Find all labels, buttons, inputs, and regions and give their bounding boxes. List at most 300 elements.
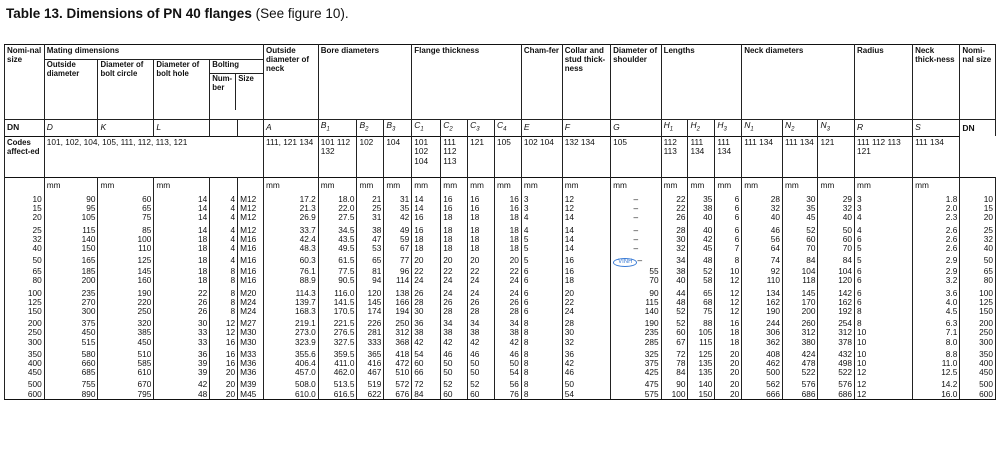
table-cell: 8 (210, 267, 238, 276)
symbol-cell: $H_2$ (688, 120, 715, 137)
table-row (5, 328, 996, 337)
table-cell: 60 (661, 328, 688, 337)
table-cell: 20 (960, 213, 996, 222)
table-cell: 375 (611, 359, 662, 368)
table-cell: 4 (210, 204, 238, 213)
table-cell: 28 (562, 316, 610, 328)
codes-mating: 101, 102, 104, 105, 111, 112, 113, 121 (44, 136, 263, 177)
table-cell: 48 (661, 298, 688, 307)
table-cell: 450 (960, 368, 996, 377)
table-cell: 64 (742, 244, 783, 253)
table-cell: M16 (238, 244, 264, 253)
table-cell: 8 (521, 368, 562, 377)
table-row (5, 368, 996, 377)
unit-cell: mm (318, 177, 357, 192)
table-row (5, 316, 996, 328)
table-cell: 8.0 (913, 338, 960, 347)
table-cell: 18 (495, 223, 522, 235)
table-title (6, 6, 349, 21)
symbol-cell: DN (960, 120, 996, 137)
table-row (5, 359, 996, 368)
table-cell: 250 (384, 316, 412, 328)
table-cell: 58 (688, 276, 715, 285)
table-cell: 21.3 (263, 204, 318, 213)
table-cell: 33 (154, 338, 210, 347)
table-cell: 500 (742, 368, 783, 377)
table-cell: 32 (661, 244, 688, 253)
table-row (5, 204, 996, 213)
table-cell: 66 (412, 368, 441, 377)
table-cell: 475 (611, 377, 662, 389)
table-cell: M12 (238, 192, 264, 204)
table-cell: 7.1 (913, 328, 960, 337)
table-cell: 281 (357, 328, 384, 337)
header-nominal-size-right: Nomi-nal size (960, 45, 996, 120)
table-cell: 38 (357, 223, 384, 235)
table-cell: 15 (960, 204, 996, 213)
table-cell: 33 (154, 328, 210, 337)
table-cell: 40 (661, 276, 688, 285)
unit-cell: mm (468, 177, 495, 192)
table-cell: 2.6 (913, 235, 960, 244)
table-cell: 5 (855, 244, 913, 253)
table-cell: 260 (783, 316, 818, 328)
table-row (5, 377, 996, 389)
table-cell: 65 (357, 253, 384, 267)
table-cell: 18 (441, 223, 468, 235)
table-cell: – (611, 192, 662, 204)
table-cell: 96 (384, 267, 412, 276)
table-cell: 60 (441, 390, 468, 400)
table-cell: 10 (715, 267, 742, 276)
table-cell: 11.0 (913, 359, 960, 368)
table-cell: 30 (412, 307, 441, 316)
codes-cell: 101 112 132 (318, 136, 357, 177)
unit-cell (238, 177, 264, 192)
table-cell: 138 (384, 286, 412, 298)
table-cell: 26 (441, 298, 468, 307)
table-cell: 285 (611, 338, 662, 347)
table-cell: 755 (44, 377, 98, 389)
table-cell: 375 (44, 316, 98, 328)
table-cell: 185 (44, 267, 98, 276)
table-cell: 120 (357, 286, 384, 298)
table-cell: 312 (384, 328, 412, 337)
table-cell: 120 (818, 276, 855, 285)
table-cell: 21 (357, 192, 384, 204)
table-cell: 53 (357, 244, 384, 253)
header-row-top (5, 45, 996, 60)
table-cell: 70 (818, 244, 855, 253)
table-cell: 52 (688, 267, 715, 276)
table-cell: 16 (412, 223, 441, 235)
table-cell: 40 (688, 213, 715, 222)
table-cell: 38 (688, 204, 715, 213)
unit-cell: mm (661, 177, 688, 192)
header-bolt-hole: Diameter of bolt hole (154, 60, 210, 120)
symbol-cell: R (855, 120, 913, 137)
table-cell: 60 (98, 192, 154, 204)
table-cell: M16 (238, 276, 264, 285)
table-cell: 22 (154, 286, 210, 298)
table-cell: 85 (98, 223, 154, 235)
stamp-mark: VINH (613, 258, 637, 267)
table-cell: 686 (818, 390, 855, 400)
table-row (5, 338, 996, 347)
table-cell: 457.0 (263, 368, 318, 377)
table-cell: 22 (661, 204, 688, 213)
table-cell: 70 (611, 276, 662, 285)
table-cell: 450 (5, 368, 45, 377)
table-cell: 18 (441, 235, 468, 244)
table-cell: 20 (715, 368, 742, 377)
table-cell: 20 (495, 253, 522, 267)
table-cell: 20 (468, 253, 495, 267)
table-cell: 226 (357, 316, 384, 328)
codes-cell: 111 134 (913, 136, 960, 177)
table-cell: 28 (661, 223, 688, 235)
table-cell: 76 (495, 390, 522, 400)
table-cell: 8 (521, 347, 562, 359)
symbol-cell: $N_1$ (742, 120, 783, 137)
table-cell: 115 (688, 338, 715, 347)
table-cell: 4 (210, 192, 238, 204)
table-cell (611, 253, 662, 267)
table-cell: 50 (441, 368, 468, 377)
table-cell: 46 (495, 347, 522, 359)
table-cell: 244 (742, 316, 783, 328)
table-cell: 200 (783, 307, 818, 316)
table-cell: 425 (611, 368, 662, 377)
table-cell: 80 (960, 276, 996, 285)
codes-cell: 111 112 113 (441, 136, 468, 177)
table-cell: 411.0 (318, 359, 357, 368)
table-cell: 140 (44, 235, 98, 244)
table-cell: 190 (742, 307, 783, 316)
table-title-note: (See figure 10). (255, 6, 349, 21)
unit-cell: mm (154, 177, 210, 192)
table-cell: 8 (855, 307, 913, 316)
table-cell: 46 (742, 223, 783, 235)
table-cell: 32 (742, 204, 783, 213)
symbol-cell: $N_2$ (783, 120, 818, 137)
table-cell: 220 (98, 298, 154, 307)
table-row (5, 390, 996, 400)
table-cell: 562 (742, 377, 783, 389)
table-row (5, 235, 996, 244)
table-cell: 35 (384, 204, 412, 213)
table-cell: 585 (98, 359, 154, 368)
table-cell: 18 (468, 213, 495, 222)
table-cell: 70 (783, 244, 818, 253)
table-cell: 56 (742, 235, 783, 244)
table-cell: 75 (688, 307, 715, 316)
table-cell: 60.3 (263, 253, 318, 267)
symbol-cell: $C_4$ (495, 120, 522, 137)
table-cell: 10 (855, 347, 913, 359)
symbol-cell: $B_1$ (318, 120, 357, 137)
table-cell: 34.5 (318, 223, 357, 235)
table-cell: 400 (5, 359, 45, 368)
table-cell: 6 (715, 235, 742, 244)
table-cell: 1.8 (913, 192, 960, 204)
table-cell: 162 (742, 298, 783, 307)
unit-cell: mm (562, 177, 610, 192)
table-cell: 24 (562, 307, 610, 316)
table-cell: 406.4 (263, 359, 318, 368)
table-cell: 378 (818, 338, 855, 347)
table-row (5, 213, 996, 222)
unit-cell: mm (913, 177, 960, 192)
table-cell: 75 (98, 213, 154, 222)
table-cell: 2.3 (913, 213, 960, 222)
table-cell: 35 (688, 192, 715, 204)
table-cell: 18 (154, 244, 210, 253)
table-cell: 50 (562, 377, 610, 389)
header-neck-thickness: Neck thick-ness (913, 45, 960, 120)
table-cell: 3 (521, 204, 562, 213)
table-cell: – (611, 223, 662, 235)
codes-cell: 101 102 104 (412, 136, 441, 177)
table-cell: 116.0 (318, 286, 357, 298)
table-cell: 18 (412, 244, 441, 253)
table-cell: 18 (154, 235, 210, 244)
table-cell: M12 (238, 213, 264, 222)
table-cell: 50 (5, 253, 45, 267)
table-cell: 610.0 (263, 390, 318, 400)
table-cell: M24 (238, 307, 264, 316)
table-cell: 10 (855, 338, 913, 347)
table-cell: M24 (238, 298, 264, 307)
table-cell: 14 (562, 213, 610, 222)
table-cell: 8 (521, 390, 562, 400)
codes-cell: 111 112 113 121 (855, 136, 913, 177)
table-cell: 50 (468, 368, 495, 377)
header-bolting-group (210, 60, 264, 120)
table-cell: M36 (238, 368, 264, 377)
unit-cell: mm (384, 177, 412, 192)
table-cell: 4.0 (913, 298, 960, 307)
unit-cell: mm (818, 177, 855, 192)
table-cell: 84 (661, 368, 688, 377)
table-cell: 110 (742, 276, 783, 285)
table-cell: 48.3 (263, 244, 318, 253)
table-cell: 350 (960, 347, 996, 359)
table-cell: 46 (562, 368, 610, 377)
table-cell: 24 (441, 276, 468, 285)
table-cell: 141.5 (318, 298, 357, 307)
table-cell: 26 (412, 286, 441, 298)
table-cell: 38 (441, 328, 468, 337)
table-cell: 522 (783, 368, 818, 377)
symbol-cell: $B_2$ (357, 120, 384, 137)
table-cell: 46 (468, 347, 495, 359)
table-cell: 145 (98, 267, 154, 276)
table-cell: 472 (384, 359, 412, 368)
table-cell: 140 (611, 307, 662, 316)
table-cell: 2.0 (913, 204, 960, 213)
table-cell: 8 (521, 359, 562, 368)
symbol-cell (210, 120, 238, 137)
unit-cell (210, 177, 238, 192)
table-cell: 160 (98, 276, 154, 285)
table-cell: 80 (5, 276, 45, 285)
table-cell: 125 (98, 253, 154, 267)
table-cell: 36 (412, 316, 441, 328)
table-cell: 686 (783, 390, 818, 400)
header-size: Size (238, 74, 254, 83)
table-cell: 219.1 (263, 316, 318, 328)
table-cell: 115 (611, 298, 662, 307)
unit-cell: mm (44, 177, 98, 192)
table-cell: 18 (154, 267, 210, 276)
symbol-cell (238, 120, 264, 137)
table-cell: 94 (357, 276, 384, 285)
table-cell: 170.5 (318, 307, 357, 316)
table-cell: 22 (562, 298, 610, 307)
table-cell: 16 (562, 253, 610, 267)
table-cell: 323.9 (263, 338, 318, 347)
table-cell: 350 (5, 347, 45, 359)
table-cell: 18 (715, 328, 742, 337)
table-cell: 300 (44, 307, 98, 316)
table-cell: 600 (5, 390, 45, 400)
symbol-row (5, 120, 996, 137)
table-cell: 32 (562, 338, 610, 347)
table-cell: 6 (521, 307, 562, 316)
table-cell: 29 (818, 192, 855, 204)
table-cell: 22.0 (318, 204, 357, 213)
table-cell: 38 (468, 328, 495, 337)
unit-cell: mm (855, 177, 913, 192)
table-cell: 72 (661, 347, 688, 359)
table-cell: 20 (715, 377, 742, 389)
table-cell: 67 (661, 338, 688, 347)
table-cell: 8 (521, 328, 562, 337)
table-cell: 38 (412, 328, 441, 337)
table-cell: 60 (783, 235, 818, 244)
table-cell: 16 (495, 192, 522, 204)
table-cell: 43.5 (318, 235, 357, 244)
table-cell: 575 (611, 390, 662, 400)
table-cell: 25 (5, 223, 45, 235)
table-cell: 17.2 (263, 192, 318, 204)
table-cell: 380 (783, 338, 818, 347)
table-cell: 125 (960, 298, 996, 307)
table-cell: 52 (441, 377, 468, 389)
table-cell: 134 (742, 286, 783, 298)
codes-cell: 111 134 (783, 136, 818, 177)
table-cell: 325 (611, 347, 662, 359)
unit-cell (960, 177, 996, 192)
table-cell: 14 (154, 223, 210, 235)
flange-dimensions-table (4, 44, 996, 400)
symbol-cell: K (98, 120, 154, 137)
table-cell: 50 (495, 359, 522, 368)
table-cell: 55 (611, 267, 662, 276)
table-cell: 12 (715, 307, 742, 316)
table-cell: 150 (688, 390, 715, 400)
table-cell: 14.2 (913, 377, 960, 389)
unit-cell: mm (495, 177, 522, 192)
table-cell: 190 (611, 316, 662, 328)
table-cell: 12 (715, 276, 742, 285)
symbol-cell: $C_3$ (468, 120, 495, 137)
table-cell: 33.7 (263, 223, 318, 235)
table-cell: 48 (688, 253, 715, 267)
table-cell: M12 (238, 204, 264, 213)
table-cell: 12 (210, 316, 238, 328)
table-cell: 365 (357, 347, 384, 359)
codes-cell: 111 134 (715, 136, 742, 177)
table-cell: 12 (855, 377, 913, 389)
table-cell: 59 (384, 235, 412, 244)
table-cell: 95 (44, 204, 98, 213)
table-cell: 32 (818, 204, 855, 213)
table-cell: 10 (5, 192, 45, 204)
table-cell: 576 (818, 377, 855, 389)
table-cell: 14 (562, 223, 610, 235)
table-cell: 10 (960, 192, 996, 204)
table-cell: M20 (238, 286, 264, 298)
table-cell: 192 (818, 307, 855, 316)
table-cell: 90 (661, 377, 688, 389)
table-row (5, 298, 996, 307)
table-cell: 60 (468, 390, 495, 400)
table-cell: 5 (521, 244, 562, 253)
table-cell: 3 (855, 204, 913, 213)
table-cell: 34 (468, 316, 495, 328)
table-cell: 16 (210, 359, 238, 368)
table-cell: 610 (98, 368, 154, 377)
table-cell: 7 (715, 244, 742, 253)
table-cell: 676 (384, 390, 412, 400)
table-cell: 670 (98, 377, 154, 389)
table-cell: 300 (960, 338, 996, 347)
table-cell: 600 (960, 390, 996, 400)
table-cell: 16 (441, 204, 468, 213)
symbol-cell: D (44, 120, 98, 137)
table-cell: 300 (5, 338, 45, 347)
table-cell: 500 (5, 377, 45, 389)
table-cell: 34 (495, 316, 522, 328)
table-cell: 478 (783, 359, 818, 368)
codes-row (5, 136, 996, 177)
symbol-cell: L (154, 120, 210, 137)
table-cell: 42 (154, 377, 210, 389)
table-cell: M16 (238, 253, 264, 267)
table-cell: 77 (384, 253, 412, 267)
table-cell: 174 (357, 307, 384, 316)
table-cell: 12 (562, 204, 610, 213)
table-cell: 18.0 (318, 192, 357, 204)
table-row (5, 244, 996, 253)
table-cell: 40 (5, 244, 45, 253)
table-cell: 616.5 (318, 390, 357, 400)
table-cell: 8 (521, 338, 562, 347)
table-cell: 28 (441, 307, 468, 316)
table-cell: 510 (384, 368, 412, 377)
table-cell: 8 (210, 298, 238, 307)
table-cell: 400 (960, 359, 996, 368)
symbol-cell: S (913, 120, 960, 137)
table-cell: 22 (495, 267, 522, 276)
table-cell: 50 (441, 359, 468, 368)
table-cell: M12 (238, 223, 264, 235)
symbol-cell: $N_3$ (818, 120, 855, 137)
table-cell: 4 (210, 213, 238, 222)
table-cell: 135 (688, 359, 715, 368)
